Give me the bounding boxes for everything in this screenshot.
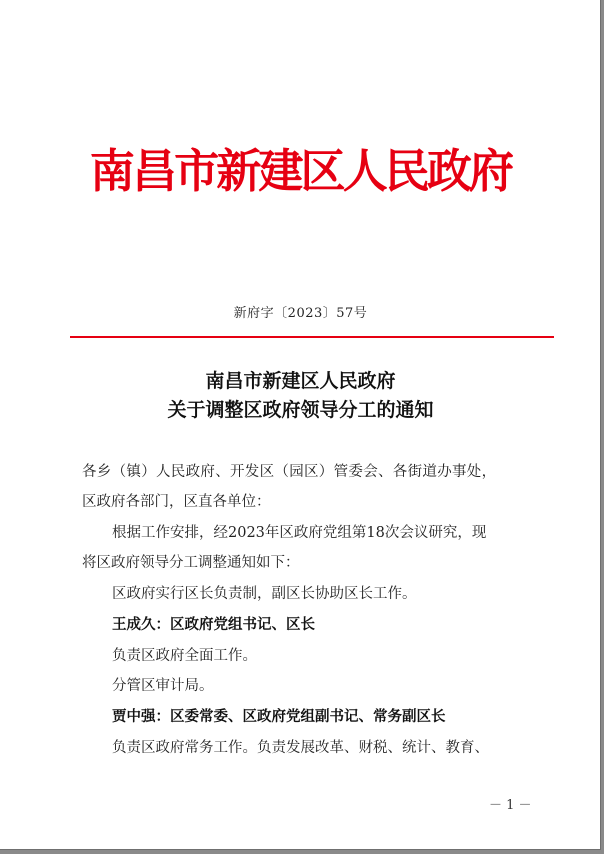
intro-line-1: 根据工作安排，经2023年区政府党组第18次会议研究，现 (112, 525, 487, 541)
red-separator-line (70, 336, 554, 338)
leader-2-duty: 负责区政府常务工作。负责发展改革、财税、统计、教育、 (112, 740, 489, 756)
leader-1-oversees: 分管区审计局。 (112, 678, 214, 694)
principle-paragraph: 区政府实行区长负责制，副区长协助区长工作。 (112, 586, 417, 602)
leader-1-heading: 王成久：区政府党组书记、区长 (112, 617, 315, 633)
leader-2-heading: 贾中强：区委常委、区政府党组副书记、常务副区长 (112, 709, 446, 725)
title-line-1: 南昌市新建区人民政府 (205, 370, 396, 392)
intro-line-2: 将区政府领导分工调整通知如下： (82, 555, 300, 571)
document-title (0, 367, 601, 425)
page-number: － 1 － (489, 798, 532, 813)
document-number: 新府字〔2023〕57号 (233, 306, 368, 321)
recipients-line-1: 各乡（镇）人民政府、开发区（园区）管委会、各街道办事处， (82, 464, 497, 480)
issuer-masthead: 南昌市新建区人民政府 (89, 144, 512, 198)
recipients-line-2: 区政府各部门，区直各单位： (82, 494, 271, 510)
leader-1-duty: 负责区政府全面工作。 (112, 648, 257, 664)
title-line-2: 关于调整区政府领导分工的通知 (167, 399, 434, 421)
